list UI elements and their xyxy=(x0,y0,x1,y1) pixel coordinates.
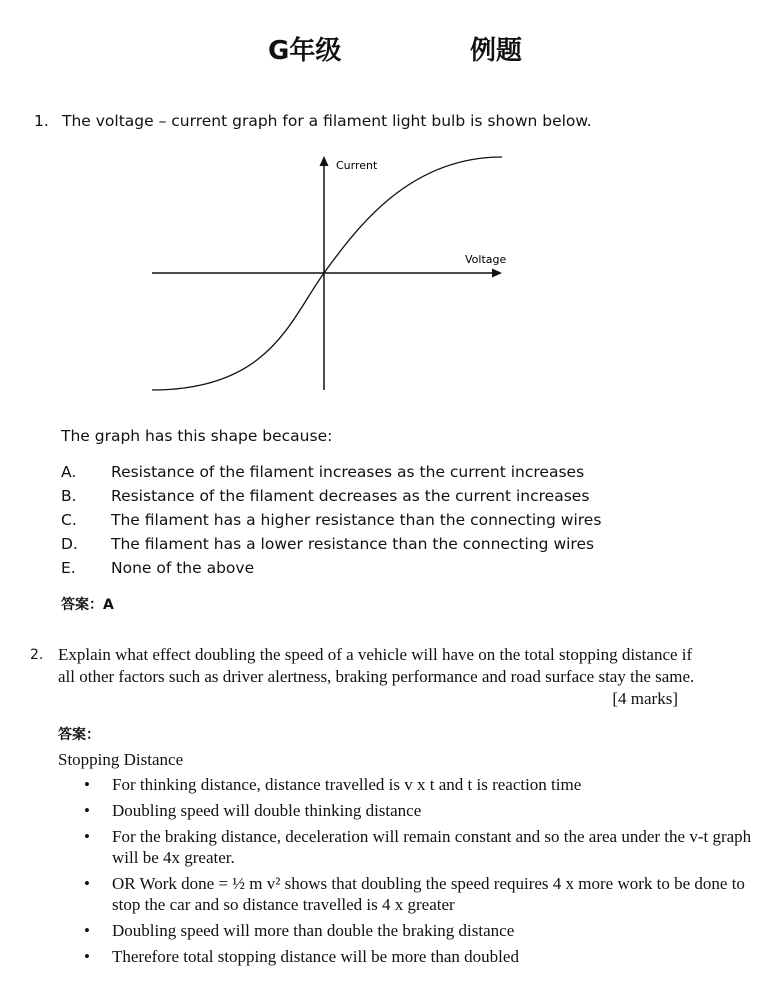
option-a xyxy=(61,462,601,486)
option-letter: D. xyxy=(61,535,78,553)
voltage-current-graph xyxy=(150,150,510,400)
bullet-text: For the braking distance, deceleration will remain constant and so the area under the v-t graph will be 4x greater. xyxy=(112,827,752,867)
bullet-icon: • xyxy=(84,874,90,893)
option-e xyxy=(61,558,601,582)
bullet-icon: • xyxy=(84,801,90,820)
bullet-item xyxy=(84,920,754,941)
question-number: 2. xyxy=(30,647,44,663)
option-d xyxy=(61,534,601,558)
answer-1: 答案：A xyxy=(61,597,114,613)
bullet-text: Doubling speed will double thinking distance xyxy=(112,801,422,820)
option-letter: A. xyxy=(61,463,77,481)
option-b xyxy=(61,486,601,510)
option-text: None of the above xyxy=(111,559,255,577)
question-1 xyxy=(34,112,592,130)
x-axis-label: Voltage xyxy=(465,253,507,266)
bullet-text: Therefore total stopping distance will be more than doubled xyxy=(112,947,519,966)
option-letter: C. xyxy=(61,511,77,529)
bullet-icon: • xyxy=(84,827,90,846)
bullet-icon: • xyxy=(84,775,90,794)
question-text: The voltage – current graph for a filament light bulb is shown below. xyxy=(62,112,592,130)
question-text: Explain what effect doubling the speed of a vehicle will have on the total stopping distance if all other factors such as driver alertness, braking performance and road surface stay the same. xyxy=(58,645,695,686)
page-header xyxy=(0,30,782,70)
answer-section-title: Stopping Distance xyxy=(58,750,184,769)
x-axis-arrow xyxy=(492,269,502,278)
bullet-text: OR Work done = ½ m v² shows that doubling the speed requires 4 x more work to be done to stop the car and so distance travelled is 4 x greater xyxy=(112,874,745,914)
page-title: 例题 xyxy=(470,36,523,66)
option-text: Resistance of the filament increases as the current increases xyxy=(111,463,585,481)
bullet-text: Doubling speed will more than double the braking distance xyxy=(112,921,515,940)
option-letter: B. xyxy=(61,487,77,505)
bullet-item xyxy=(84,946,754,967)
bullet-text: For thinking distance, distance travelled is v x t and t is reaction time xyxy=(112,775,582,794)
bullet-item xyxy=(84,826,754,868)
reason-prompt: The graph has this shape because: xyxy=(61,427,333,445)
grade-label: G年级 xyxy=(268,36,342,66)
option-text: The filament has a lower resistance than the connecting wires xyxy=(111,535,595,553)
option-text: Resistance of the filament decreases as the current increases xyxy=(111,487,590,505)
bullet-item xyxy=(84,774,754,795)
question-number: 1. xyxy=(34,112,49,130)
bullet-icon: • xyxy=(84,921,90,940)
option-c xyxy=(61,510,601,534)
y-axis-label: Current xyxy=(336,159,378,172)
option-list xyxy=(61,462,601,582)
bullet-item xyxy=(84,800,754,821)
marks-label: [4 marks] xyxy=(612,689,678,708)
bullet-icon: • xyxy=(84,947,90,966)
y-axis-arrow xyxy=(320,156,329,166)
option-text: The filament has a higher resistance than the connecting wires xyxy=(111,511,602,529)
bullet-item xyxy=(84,873,754,915)
answer-2-label: 答案： xyxy=(58,727,100,743)
answer-bullet-list xyxy=(84,774,754,972)
option-letter: E. xyxy=(61,559,76,577)
